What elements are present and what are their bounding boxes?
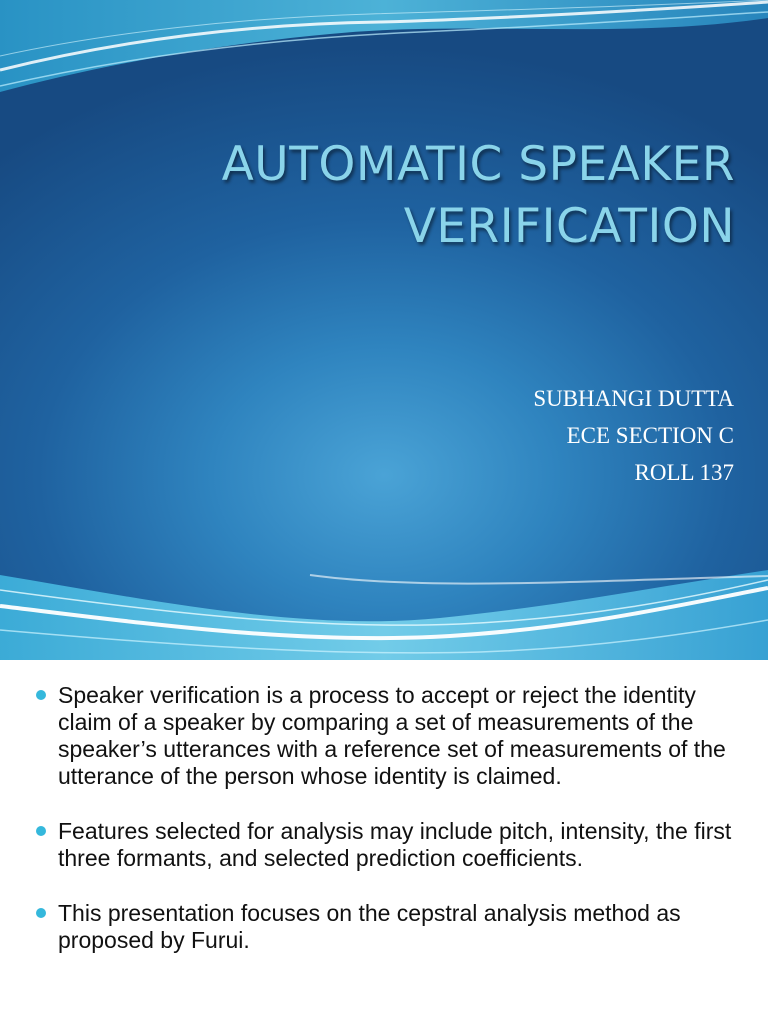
bullet-text: This presentation focuses on the cepstral analysis method as proposed by Furui. [58, 900, 681, 953]
list-item [36, 900, 736, 954]
bullet-list [36, 682, 736, 982]
list-item [36, 818, 736, 872]
bullet-icon [36, 690, 46, 700]
title-line-1: AUTOMATIC SPEAKER [221, 137, 735, 192]
bullet-text: Speaker verification is a process to accept or reject the identity claim of a speaker by comparing a set of measurements of the speaker’s utterances with a reference set of measurements of the utterance of the person whose identity is claimed. [58, 682, 726, 789]
title-line-2: VERIFICATION [403, 199, 735, 254]
bullet-icon [36, 908, 46, 918]
author-info [533, 380, 734, 491]
list-item [36, 682, 736, 790]
bullet-text: Features selected for analysis may include pitch, intensity, the first three formants, and selected prediction coefficients. [58, 818, 732, 871]
bottom-wave-band [0, 570, 768, 660]
slide-title [0, 134, 735, 258]
content-slide [0, 660, 768, 1024]
author-roll: ROLL 137 [634, 460, 734, 485]
bullet-icon [36, 826, 46, 836]
author-name: SUBHANGI DUTTA [533, 386, 734, 411]
author-section: ECE SECTION C [566, 423, 734, 448]
